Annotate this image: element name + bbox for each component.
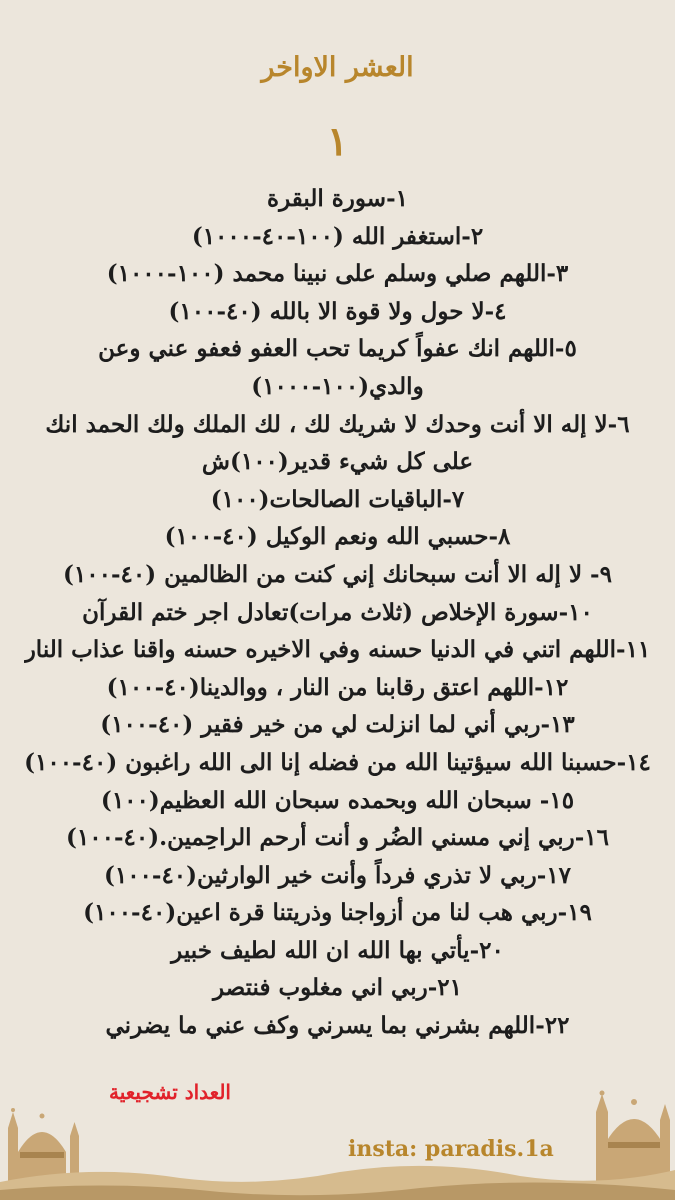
list-item: ٥-اللهم انك عفواً كريما تحب العفو فعفو عني وعن والدي(١٠٠-١٠٠٠) [98,335,577,400]
list-item: ١٠-سورة الإخلاص (ثلاث مرات)تعادل اجر ختم القرآن [82,598,593,626]
list-item: ٢٠-يأتي بها الله ان الله لطيف خبير [171,936,504,964]
list-item: ١٦-ربي إني مسني الضُر و أنت أرحم الراحِمين.(٤٠-١٠٠) [66,824,609,852]
list-item: ١-سورة البقرة [267,185,408,212]
list-item: ١٥- سبحان الله وبحمده سبحان الله العظيم(١٠٠) [100,786,575,814]
list-item: ١٤-حسبنا الله سيؤتينا الله من فضله إنا الى الله راغبون (٤٠-١٠٠) [24,748,651,776]
instagram-handle: insta: paradis.1a [348,1136,554,1162]
list-item: ١١-اللهم اتني في الدنيا حسنه وفي الاخيره حسنه واقنا عذاب النار [24,636,651,664]
list-item: ٢٢-اللهم بشرني بما يسرني وكف عني ما يضرني [105,1012,570,1040]
list-item: ١٣-ربي أني لما انزلت لي من خير فقير (٤٠-١٠٠) [100,711,575,739]
list-item: ٧-الباقيات الصالحات(١٠٠) [210,485,465,513]
list-item: ٨-حسبي الله ونعم الوكيل (٤٠-١٠٠) [164,523,511,551]
page-title: العشر الاواخر [261,52,414,83]
list-item: ٣-اللهم صلي وسلم على نبينا محمد (١٠٠-١٠٠٠) [106,260,569,288]
list-item: ٢١-ربي اني مغلوب فنتصر [212,974,462,1002]
dhikr-list [24,180,651,1045]
list-item: ٤-لا حول ولا قوة الا بالله (٤٠-١٠٠) [168,297,507,325]
counter-note: العداد تشجيعية [109,1080,231,1104]
list-item: ١٩-ربي هب لنا من أزواجنا وذريتنا قرة اعين(٤٠-١٠٠) [83,899,592,927]
list-item: ٦-لا إله الا أنت وحدك لا شريك لك ، لك الملك ولك الحمد انك على كل شيء قدير(١٠٠)ش [45,410,630,476]
list-item: ٩- لا إله الا أنت سبحانك إني كنت من الظالمين (٤٠-١٠٠) [63,560,612,588]
list-item: ٢-استغفر الله (١٠٠-٤٠-١٠٠٠) [191,222,484,250]
list-item: ١٢-اللهم اعتق رقابنا من النار ، ووالدينا(٤٠-١٠٠) [106,673,569,701]
list-item: ١٧-ربي لا تذري فرداً وأنت خير الوارثين(٤٠-١٠٠) [103,861,572,889]
mosque-decoration [0,1090,675,1200]
day-number: ١ [326,118,349,165]
